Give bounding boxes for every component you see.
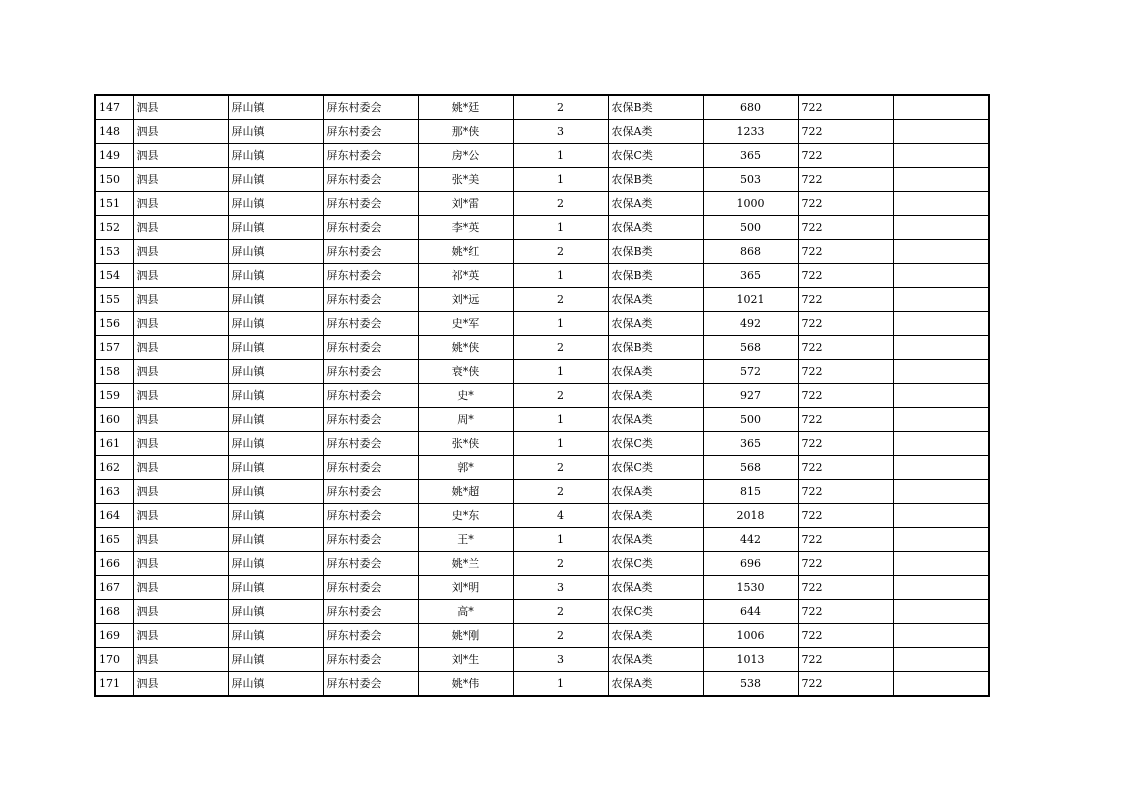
town-cell: 屏山镇 [228,576,323,600]
household-size-cell: 2 [513,192,608,216]
name-cell: 姚*伟 [418,672,513,697]
town-cell: 屏山镇 [228,120,323,144]
code-cell: 722 [798,552,893,576]
town-cell: 屏山镇 [228,192,323,216]
table-row [95,480,989,504]
remarks-cell [893,120,989,144]
county-cell: 泗县 [133,360,228,384]
row-number-cell: 165 [95,528,133,552]
code-cell: 722 [798,432,893,456]
row-number-cell: 160 [95,408,133,432]
household-size-cell: 2 [513,240,608,264]
amount-cell: 868 [703,240,798,264]
village-committee-cell: 屏东村委会 [323,288,418,312]
household-size-cell: 1 [513,360,608,384]
insurance-type-cell: 农保C类 [608,600,703,624]
county-cell: 泗县 [133,432,228,456]
row-number-cell: 163 [95,480,133,504]
insurance-type-cell: 农保A类 [608,192,703,216]
name-cell: 刘*生 [418,648,513,672]
household-size-cell: 2 [513,480,608,504]
row-number-cell: 147 [95,95,133,120]
code-cell: 722 [798,600,893,624]
name-cell: 房*公 [418,144,513,168]
code-cell: 722 [798,168,893,192]
table-row [95,648,989,672]
insurance-type-cell: 农保A类 [608,672,703,697]
remarks-cell [893,432,989,456]
remarks-cell [893,528,989,552]
town-cell: 屏山镇 [228,648,323,672]
name-cell: 姚*兰 [418,552,513,576]
remarks-cell [893,456,989,480]
household-size-cell: 1 [513,408,608,432]
table-row [95,528,989,552]
village-committee-cell: 屏东村委会 [323,552,418,576]
town-cell: 屏山镇 [228,504,323,528]
name-cell: 姚*侠 [418,336,513,360]
table-row [95,504,989,528]
amount-cell: 572 [703,360,798,384]
table-row [95,288,989,312]
town-cell: 屏山镇 [228,360,323,384]
table-body [95,95,989,696]
name-cell: 祁*英 [418,264,513,288]
row-number-cell: 168 [95,600,133,624]
insurance-type-cell: 农保A类 [608,504,703,528]
table-row [95,95,989,120]
name-cell: 衰*侠 [418,360,513,384]
county-cell: 泗县 [133,312,228,336]
county-cell: 泗县 [133,95,228,120]
county-cell: 泗县 [133,456,228,480]
village-committee-cell: 屏东村委会 [323,480,418,504]
name-cell: 史* [418,384,513,408]
insurance-type-cell: 农保A类 [608,216,703,240]
county-cell: 泗县 [133,288,228,312]
town-cell: 屏山镇 [228,432,323,456]
name-cell: 高* [418,600,513,624]
household-size-cell: 3 [513,576,608,600]
household-size-cell: 1 [513,672,608,697]
row-number-cell: 149 [95,144,133,168]
town-cell: 屏山镇 [228,384,323,408]
insurance-type-cell: 农保A类 [608,408,703,432]
county-cell: 泗县 [133,264,228,288]
county-cell: 泗县 [133,480,228,504]
insurance-type-cell: 农保A类 [608,480,703,504]
remarks-cell [893,576,989,600]
village-committee-cell: 屏东村委会 [323,360,418,384]
household-size-cell: 1 [513,216,608,240]
household-size-cell: 1 [513,312,608,336]
county-cell: 泗县 [133,672,228,697]
code-cell: 722 [798,264,893,288]
village-committee-cell: 屏东村委会 [323,504,418,528]
village-committee-cell: 屏东村委会 [323,576,418,600]
village-committee-cell: 屏东村委会 [323,336,418,360]
household-size-cell: 4 [513,504,608,528]
county-cell: 泗县 [133,144,228,168]
remarks-cell [893,216,989,240]
row-number-cell: 167 [95,576,133,600]
remarks-cell [893,480,989,504]
remarks-cell [893,408,989,432]
code-cell: 722 [798,288,893,312]
table-row [95,336,989,360]
remarks-cell [893,336,989,360]
name-cell: 张*美 [418,168,513,192]
county-cell: 泗县 [133,624,228,648]
amount-cell: 568 [703,456,798,480]
table-row [95,216,989,240]
household-size-cell: 1 [513,264,608,288]
household-size-cell: 2 [513,552,608,576]
row-number-cell: 155 [95,288,133,312]
amount-cell: 2018 [703,504,798,528]
amount-cell: 1000 [703,192,798,216]
village-committee-cell: 屏东村委会 [323,216,418,240]
household-size-cell: 2 [513,384,608,408]
row-number-cell: 152 [95,216,133,240]
row-number-cell: 169 [95,624,133,648]
name-cell: 姚*廷 [418,95,513,120]
table-row [95,408,989,432]
name-cell: 史*军 [418,312,513,336]
village-committee-cell: 屏东村委会 [323,600,418,624]
amount-cell: 442 [703,528,798,552]
code-cell: 722 [798,672,893,697]
insurance-type-cell: 农保A类 [608,576,703,600]
remarks-cell [893,384,989,408]
row-number-cell: 162 [95,456,133,480]
insurance-type-cell: 农保A类 [608,360,703,384]
insurance-type-cell: 农保A类 [608,120,703,144]
name-cell: 刘*远 [418,288,513,312]
amount-cell: 1006 [703,624,798,648]
remarks-cell [893,168,989,192]
insurance-type-cell: 农保A类 [608,528,703,552]
row-number-cell: 148 [95,120,133,144]
code-cell: 722 [798,360,893,384]
town-cell: 屏山镇 [228,216,323,240]
table-row [95,672,989,697]
amount-cell: 568 [703,336,798,360]
row-number-cell: 158 [95,360,133,384]
row-number-cell: 156 [95,312,133,336]
town-cell: 屏山镇 [228,672,323,697]
remarks-cell [893,672,989,697]
insurance-type-cell: 农保C类 [608,456,703,480]
remarks-cell [893,288,989,312]
household-size-cell: 1 [513,168,608,192]
remarks-cell [893,600,989,624]
county-cell: 泗县 [133,504,228,528]
table-row [95,456,989,480]
table-row [95,600,989,624]
household-size-cell: 2 [513,624,608,648]
amount-cell: 365 [703,432,798,456]
amount-cell: 1021 [703,288,798,312]
household-size-cell: 2 [513,336,608,360]
code-cell: 722 [798,504,893,528]
village-committee-cell: 屏东村委会 [323,432,418,456]
code-cell: 722 [798,120,893,144]
insurance-type-cell: 农保A类 [608,624,703,648]
code-cell: 722 [798,648,893,672]
table-row [95,552,989,576]
remarks-cell [893,240,989,264]
county-cell: 泗县 [133,192,228,216]
amount-cell: 696 [703,552,798,576]
amount-cell: 503 [703,168,798,192]
amount-cell: 492 [703,312,798,336]
village-committee-cell: 屏东村委会 [323,144,418,168]
amount-cell: 365 [703,264,798,288]
county-cell: 泗县 [133,240,228,264]
household-size-cell: 3 [513,120,608,144]
code-cell: 722 [798,408,893,432]
town-cell: 屏山镇 [228,600,323,624]
insurance-type-cell: 农保C类 [608,552,703,576]
remarks-cell [893,312,989,336]
name-cell: 周* [418,408,513,432]
village-committee-cell: 屏东村委会 [323,624,418,648]
code-cell: 722 [798,576,893,600]
name-cell: 姚*刚 [418,624,513,648]
household-size-cell: 1 [513,144,608,168]
village-committee-cell: 屏东村委会 [323,120,418,144]
row-number-cell: 159 [95,384,133,408]
table-row [95,624,989,648]
row-number-cell: 171 [95,672,133,697]
county-cell: 泗县 [133,216,228,240]
name-cell: 姚*红 [418,240,513,264]
insurance-type-cell: 农保A类 [608,648,703,672]
county-cell: 泗县 [133,552,228,576]
household-size-cell: 2 [513,456,608,480]
name-cell: 刘*雷 [418,192,513,216]
town-cell: 屏山镇 [228,288,323,312]
row-number-cell: 166 [95,552,133,576]
insurance-type-cell: 农保C类 [608,144,703,168]
code-cell: 722 [798,95,893,120]
county-cell: 泗县 [133,576,228,600]
remarks-cell [893,648,989,672]
village-committee-cell: 屏东村委会 [323,168,418,192]
village-committee-cell: 屏东村委会 [323,408,418,432]
amount-cell: 500 [703,216,798,240]
village-committee-cell: 屏东村委会 [323,95,418,120]
insurance-type-cell: 农保C类 [608,432,703,456]
amount-cell: 500 [703,408,798,432]
town-cell: 屏山镇 [228,528,323,552]
row-number-cell: 154 [95,264,133,288]
code-cell: 722 [798,456,893,480]
town-cell: 屏山镇 [228,624,323,648]
row-number-cell: 164 [95,504,133,528]
amount-cell: 1233 [703,120,798,144]
town-cell: 屏山镇 [228,240,323,264]
county-cell: 泗县 [133,528,228,552]
town-cell: 屏山镇 [228,456,323,480]
data-table [94,94,990,697]
name-cell: 张*侠 [418,432,513,456]
amount-cell: 1013 [703,648,798,672]
household-size-cell: 2 [513,600,608,624]
remarks-cell [893,504,989,528]
table-row [95,168,989,192]
code-cell: 722 [798,528,893,552]
household-size-cell: 2 [513,288,608,312]
code-cell: 722 [798,480,893,504]
code-cell: 722 [798,144,893,168]
remarks-cell [893,95,989,120]
household-size-cell: 3 [513,648,608,672]
remarks-cell [893,144,989,168]
insurance-type-cell: 农保A类 [608,384,703,408]
insurance-type-cell: 农保B类 [608,95,703,120]
amount-cell: 538 [703,672,798,697]
row-number-cell: 150 [95,168,133,192]
row-number-cell: 161 [95,432,133,456]
county-cell: 泗县 [133,648,228,672]
household-size-cell: 1 [513,528,608,552]
village-committee-cell: 屏东村委会 [323,672,418,697]
village-committee-cell: 屏东村委会 [323,312,418,336]
village-committee-cell: 屏东村委会 [323,264,418,288]
remarks-cell [893,264,989,288]
row-number-cell: 157 [95,336,133,360]
insurance-type-cell: 农保A类 [608,312,703,336]
code-cell: 722 [798,336,893,360]
code-cell: 722 [798,384,893,408]
table-row [95,312,989,336]
village-committee-cell: 屏东村委会 [323,192,418,216]
insurance-type-cell: 农保B类 [608,264,703,288]
table-row [95,240,989,264]
name-cell: 刘*明 [418,576,513,600]
amount-cell: 927 [703,384,798,408]
town-cell: 屏山镇 [228,168,323,192]
county-cell: 泗县 [133,336,228,360]
county-cell: 泗县 [133,384,228,408]
town-cell: 屏山镇 [228,144,323,168]
county-cell: 泗县 [133,600,228,624]
table-row [95,120,989,144]
household-size-cell: 2 [513,95,608,120]
remarks-cell [893,360,989,384]
village-committee-cell: 屏东村委会 [323,648,418,672]
table-row [95,360,989,384]
amount-cell: 815 [703,480,798,504]
code-cell: 722 [798,624,893,648]
town-cell: 屏山镇 [228,264,323,288]
village-committee-cell: 屏东村委会 [323,240,418,264]
insurance-type-cell: 农保A类 [608,288,703,312]
table-row [95,192,989,216]
table-row [95,432,989,456]
code-cell: 722 [798,192,893,216]
amount-cell: 644 [703,600,798,624]
amount-cell: 1530 [703,576,798,600]
town-cell: 屏山镇 [228,480,323,504]
insurance-type-cell: 农保B类 [608,240,703,264]
row-number-cell: 153 [95,240,133,264]
name-cell: 王* [418,528,513,552]
town-cell: 屏山镇 [228,312,323,336]
row-number-cell: 151 [95,192,133,216]
table-row [95,384,989,408]
insurance-type-cell: 农保B类 [608,168,703,192]
name-cell: 那*侠 [418,120,513,144]
code-cell: 722 [798,216,893,240]
remarks-cell [893,192,989,216]
household-size-cell: 1 [513,432,608,456]
row-number-cell: 170 [95,648,133,672]
table-row [95,576,989,600]
table-row [95,264,989,288]
code-cell: 722 [798,240,893,264]
amount-cell: 365 [703,144,798,168]
name-cell: 郭* [418,456,513,480]
remarks-cell [893,624,989,648]
name-cell: 史*东 [418,504,513,528]
village-committee-cell: 屏东村委会 [323,528,418,552]
town-cell: 屏山镇 [228,552,323,576]
remarks-cell [893,552,989,576]
county-cell: 泗县 [133,408,228,432]
name-cell: 姚*超 [418,480,513,504]
name-cell: 李*英 [418,216,513,240]
village-committee-cell: 屏东村委会 [323,456,418,480]
town-cell: 屏山镇 [228,95,323,120]
town-cell: 屏山镇 [228,408,323,432]
town-cell: 屏山镇 [228,336,323,360]
amount-cell: 680 [703,95,798,120]
table-row [95,144,989,168]
village-committee-cell: 屏东村委会 [323,384,418,408]
code-cell: 722 [798,312,893,336]
insurance-type-cell: 农保B类 [608,336,703,360]
county-cell: 泗县 [133,168,228,192]
county-cell: 泗县 [133,120,228,144]
